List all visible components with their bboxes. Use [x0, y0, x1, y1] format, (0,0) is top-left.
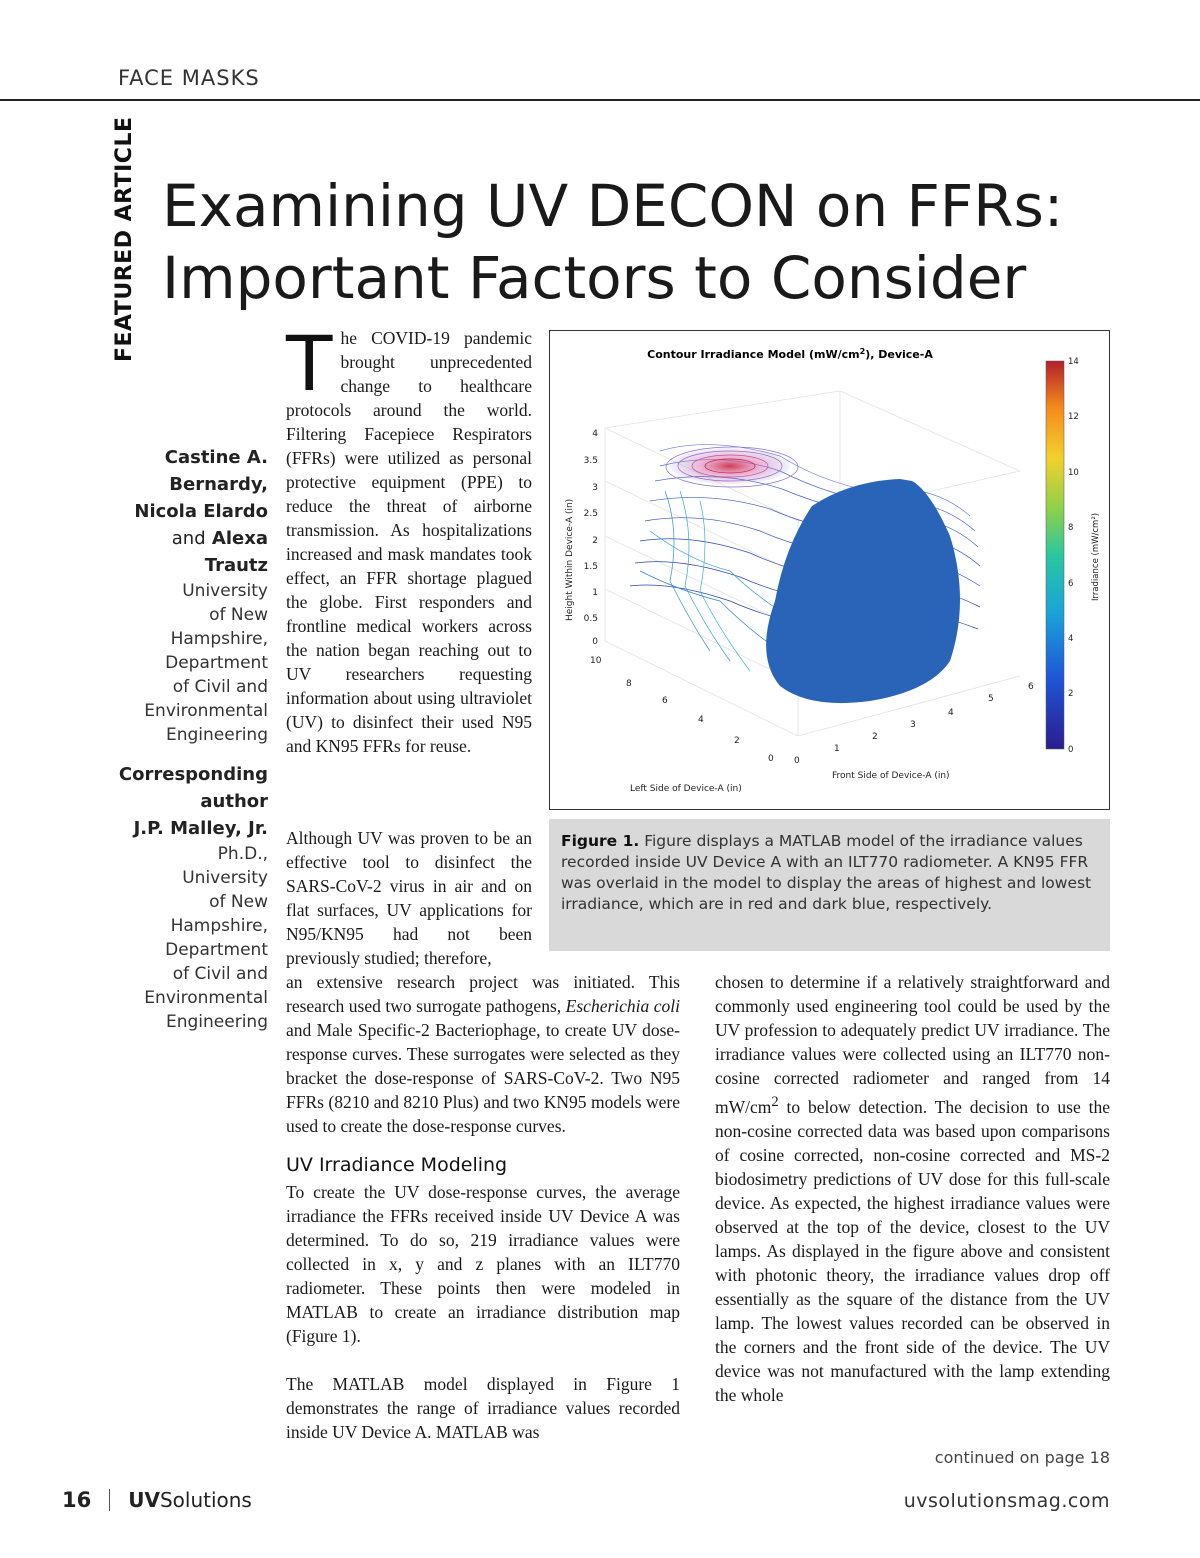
svg-text:3: 3: [592, 483, 598, 493]
author-block: [100, 444, 268, 1034]
corresponding-label: Corresponding: [118, 764, 268, 785]
high-irradiance-region: [670, 448, 790, 484]
page-number: 16: [62, 1488, 92, 1512]
footer-url: uvsolutionsmag.com: [903, 1490, 1110, 1512]
title-line-2: Important Factors to Consider: [162, 244, 1027, 312]
svg-text:2: 2: [1068, 689, 1074, 699]
magazine-brand: [128, 1488, 252, 1512]
svg-text:1.5: 1.5: [583, 562, 598, 572]
aff-line: Environmental: [144, 988, 268, 1008]
figure-title: Contour Irradiance Model $(mW/cm^2)$, Device-A: [647, 347, 933, 361]
body-column-1-lower: [286, 826, 532, 970]
aff-line: Engineering: [166, 725, 268, 745]
author-name-2: Nicola Elardo: [134, 501, 268, 522]
drop-cap: T: [286, 319, 333, 408]
svg-text:6: 6: [1028, 682, 1034, 692]
title-line-1: Examining UV DECON on FFRs:: [162, 172, 1064, 240]
aff-line: Ph.D.,: [217, 844, 268, 864]
and-word: and: [171, 528, 206, 549]
paragraph-2a: Although UV was proven to be an effective tool to disinfect the SARS-CoV-2 virus in air and on flat surfaces, UV applications for N95/KN95 had not been previously studied; therefore,: [286, 828, 532, 968]
author-name-3a: Alexa: [211, 528, 268, 549]
y-axis-label: Front Side of Device-A (in): [832, 771, 950, 781]
svg-text:5: 5: [988, 694, 994, 704]
svg-text:4: 4: [948, 708, 954, 718]
svg-text:4: 4: [1068, 634, 1074, 644]
corresponding-author-name: J.P. Malley, Jr.: [133, 818, 268, 839]
svg-text:0: 0: [768, 754, 774, 764]
intro-paragraph: [286, 319, 532, 758]
svg-text:0: 0: [794, 756, 800, 766]
header-rule: [0, 99, 1200, 101]
aff-line: University: [182, 581, 268, 601]
svg-text:0.5: 0.5: [583, 614, 598, 624]
svg-text:3: 3: [910, 720, 916, 730]
aff-line: of New: [209, 892, 268, 912]
aff-line: of Civil and: [172, 964, 268, 984]
aff-line: University: [182, 868, 268, 888]
body-column-3: [715, 970, 1110, 1407]
svg-text:0: 0: [1068, 745, 1074, 755]
z-axis-ticks: [584, 429, 599, 647]
x-axis-label: Left Side of Device-A (in): [630, 784, 742, 794]
p2b-text: an extensive research project was initiated. This research used two surrogate pathogens,: [286, 972, 680, 1016]
footer-divider: [109, 1489, 110, 1511]
irradiance-contour-plot: [550, 331, 1108, 808]
svg-text:8: 8: [626, 679, 632, 689]
caption-label: Figure 1.: [561, 832, 640, 850]
aff-line: Department: [165, 653, 268, 673]
corresponding-affiliation: [100, 842, 268, 1034]
paragraph-3: To create the UV dose-response curves, the average irradiance the FFRs received inside UV Device A was determined. To do so, 219 irradiance values were collected in x, y and z planes with an ILT770 radiometer. These points then were modeled in MATLAB to create an irradiance distribution map (Figure 1).: [286, 1182, 680, 1346]
svg-text:12: 12: [1068, 412, 1079, 422]
author-name-1b: Bernardy,: [169, 474, 268, 495]
svg-text:2: 2: [734, 736, 740, 746]
svg-text:6: 6: [662, 696, 668, 706]
aff-line: Hampshire,: [170, 916, 268, 936]
p5-text-2: to below detection. The decision to use the non-cosine corrected data was based upon comparisons of cosine corrected, non-cosine corrected and MS-2 biodosimetry predictions of UV dose for this full-scale device. As expected, the highest irradiance values were observed at the top of the device, closest to the UV lamps. As displayed in the figure above and consistent with photonic theory, the irradiance values drop off essentially as the square of the distance from the UV lamp. The lowest values recorded can be observed in the corners and the front side of the device. The UV device was not manufactured with the lamp extending the whole: [715, 1096, 1110, 1405]
figure-caption: [549, 819, 1110, 951]
colorbar: [1046, 361, 1064, 749]
svg-text:14: 14: [1068, 357, 1079, 367]
corresponding-label-2: author: [200, 791, 268, 812]
p5-text: chosen to determine if a relatively straightforward and commonly used engineering tool could be used by the UV profession to adequately predict UV irradiance. The irradiance values were collected using an ILT770 non-cosine corrected radiometer and ranged from 14 mW/cm: [715, 972, 1110, 1117]
svg-text:4: 4: [698, 715, 704, 725]
author-name-3b: Trautz: [204, 555, 268, 576]
section-label: FACE MASKS: [118, 66, 260, 90]
aff-line: Hampshire,: [170, 629, 268, 649]
svg-text:2: 2: [592, 536, 598, 546]
svg-text:10: 10: [590, 656, 602, 666]
paragraph-5: [715, 970, 1110, 1407]
body-column-1: [286, 319, 532, 758]
brand-rest: Solutions: [159, 1488, 252, 1512]
aff-line: Engineering: [166, 1012, 268, 1032]
featured-article-tag: FEATURED ARTICLE: [112, 116, 137, 362]
svg-text:10: 10: [1068, 468, 1079, 478]
species-name: Escherichia coli: [565, 996, 681, 1016]
svg-text:4: 4: [592, 429, 598, 439]
intro-text: he COVID-19 pandemic brought unprecedented change to healthcare protocols around the world. Filtering Facepiece Respirators (FFRs) were utilized as personal protective equipment (PPE) to reduce the threat of airborne transmission. As hospitalizations increased and mask mandates took effect, an FFR shortage plagued the globe. First responders and frontline medical workers across the nation began reaching out to UV researchers requesting information about using ultraviolet (UV) to disinfect their used N95 and KN95 FFRs for reuse.: [286, 328, 532, 756]
svg-text:6: 6: [1068, 579, 1074, 589]
left-axis-ticks: [590, 656, 774, 764]
svg-text:1: 1: [592, 588, 598, 598]
paragraph-2b: [286, 970, 680, 1138]
author-name-3: [100, 525, 268, 552]
aff-line: of Civil and: [172, 677, 268, 697]
caption-text: Figure displays a MATLAB model of the irradiance values recorded inside UV Device A with an ILT770 radiometer. A KN95 FFR was overlaid in the model to display the areas of highest and lowest irradiance, which are in red and dark blue, respectively.: [561, 832, 1092, 913]
kn95-mask-shape: [766, 479, 960, 703]
svg-text:3.5: 3.5: [583, 456, 598, 466]
author-name-1: Castine A.: [164, 447, 268, 468]
brand-bold: UV: [128, 1488, 160, 1512]
colorbar-ticks: [1068, 357, 1079, 755]
colorbar-label: Irradiance (mW/cm²): [1091, 512, 1101, 601]
svg-text:8: 8: [1068, 523, 1074, 533]
aff-line: of New: [209, 605, 268, 625]
continued-note: continued on page 18: [934, 1448, 1110, 1467]
svg-text:0: 0: [592, 637, 598, 647]
paragraph-4: The MATLAB model displayed in Figure 1 demonstrates the range of irradiance values recorded inside UV Device A. MATLAB was: [286, 1374, 680, 1442]
svg-text:2: 2: [872, 732, 878, 742]
svg-text:1: 1: [834, 744, 840, 754]
p2b-text-2: and Male Specific-2 Bacteriophage, to create UV dose-response curves. These surrogates were selected as they bracket the dose-response of SARS-CoV-2. Two N95 FFRs (8210 and 8210 Plus) and two KN95 models were used to create the dose-response curves.: [286, 1020, 680, 1136]
author-affiliation: [100, 579, 268, 747]
figure-1: [549, 330, 1110, 810]
aff-line: Department: [165, 940, 268, 960]
p5-superscript: 2: [771, 1094, 779, 1110]
article-title: [162, 170, 1162, 314]
body-column-2: [286, 970, 680, 1444]
footer-left: [62, 1488, 252, 1512]
section-subhead: UV Irradiance Modeling: [286, 1154, 508, 1176]
z-axis-label: Height Within Device-A (in): [565, 498, 575, 621]
svg-text:2.5: 2.5: [583, 509, 598, 519]
aff-line: Environmental: [144, 701, 268, 721]
paragraph-gap: [286, 1348, 680, 1372]
